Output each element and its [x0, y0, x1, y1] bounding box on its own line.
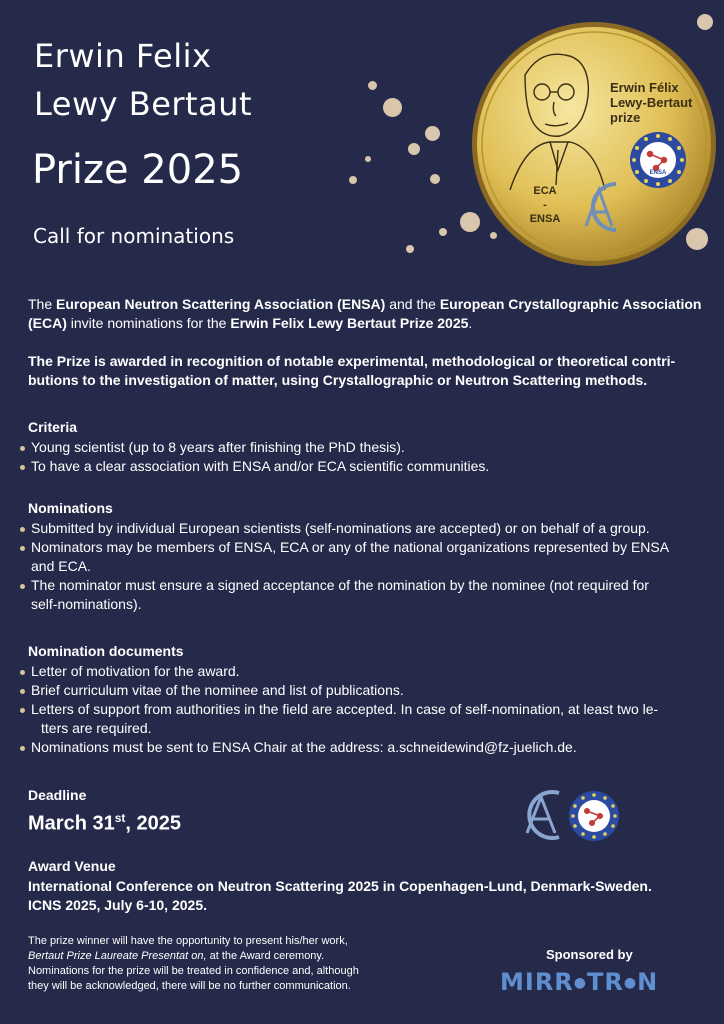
dot-icon — [365, 156, 371, 162]
title-line-1: Erwin Felix — [34, 37, 212, 75]
prize-description-line: The Prize is awarded in recognition of notable experimental, methodological or theoretical contri- — [28, 353, 676, 369]
title-line-3: Prize 2025 — [32, 147, 244, 193]
mirrotron-text: TR — [587, 968, 624, 996]
list-item-line: The nominator must ensure a signed acceptance of the nomination by the nominee (not required for — [31, 577, 649, 593]
list-item — [20, 538, 715, 576]
list-item: Brief curriculum vitae of the nominee and list of publications. — [20, 681, 715, 700]
list-item: To have a clear association with ENSA and/or ECA scientific communities. — [20, 457, 710, 476]
documents-heading: Nomination documents — [28, 643, 184, 659]
criteria-list — [20, 438, 710, 476]
medal-eca-line: ENSA — [529, 213, 561, 225]
footnote-text: at the Award ceremony. — [206, 950, 325, 962]
list-item — [20, 576, 715, 614]
list-item: Submitted by individual European scientists (self-nominations are accepted) or on behalf of a group. — [20, 519, 715, 538]
deadline-date — [28, 811, 181, 836]
mirrotron-text: MIRR — [500, 968, 574, 996]
intro-text: . — [468, 315, 473, 331]
intro-text: and the — [385, 296, 440, 312]
dot-icon — [349, 176, 357, 184]
footnote-italic: Bertaut Prize Laureate Presentat on, — [28, 950, 207, 962]
prize-description — [28, 352, 718, 390]
list-item-line: Letters of support from authorities in the field are accepted. In case of self-nomination, at least two le- — [31, 701, 659, 717]
nominations-heading: Nominations — [28, 500, 113, 516]
list-item: Letter of motivation for the award. — [20, 662, 715, 681]
ensa-logo-icon — [568, 790, 620, 842]
title-line-2: Lewy Bertaut — [34, 85, 253, 123]
footnote-line: The prize winner will have the opportunity to present his/her work, — [28, 935, 348, 947]
prize-description-line: butions to the investigation of matter, using Crystallographic or Neutron Scattering methods. — [28, 372, 648, 388]
email-link[interactable]: a.schneidewind@fz-juelich.de. — [387, 739, 577, 755]
page-subtitle: Call for nominations — [33, 224, 235, 248]
dot-icon — [406, 245, 414, 253]
intro-text: invite nominations for the — [66, 315, 231, 331]
venue-line: ICNS 2025, July 6-10, 2025. — [28, 897, 207, 913]
deadline-date-main: March 31 — [28, 812, 115, 835]
list-item-line: and ECA. — [31, 558, 91, 574]
medal-eca-line: ECA — [533, 185, 557, 197]
deadline-date-suffix: st — [114, 811, 126, 825]
mirrotron-dot-icon: ● — [573, 975, 587, 991]
sponsor-label: Sponsored by — [546, 947, 633, 962]
medal-name-text — [610, 80, 692, 125]
dot-icon — [425, 126, 440, 141]
eca-logo-icon — [574, 178, 624, 236]
medal-eca-text — [525, 184, 565, 226]
medal-eca-line: - — [543, 199, 547, 211]
footnote-line: Nominations for the prize will be treated in confidence and, although — [28, 965, 359, 977]
list-item — [20, 700, 715, 738]
venue-line: International Conference on Neutron Scattering 2025 in Copenhagen-Lund, Denmark-Sweden. — [28, 878, 652, 894]
list-item: Young scientist (up to 8 years after finishing the PhD thesis). — [20, 438, 710, 457]
mirrotron-logo — [500, 968, 658, 996]
ensa-badge-label: ENSA — [649, 170, 667, 176]
list-item-line: Nominators may be members of ENSA, ECA or any of the national organizations represented by ENSA — [31, 539, 670, 555]
intro-paragraph — [28, 295, 708, 333]
documents-list — [20, 662, 715, 757]
deadline-heading: Deadline — [28, 787, 87, 803]
intro-line-2 — [28, 314, 708, 333]
dot-icon — [368, 81, 377, 90]
list-item — [20, 738, 715, 757]
medal-name-line: Erwin Félix — [610, 80, 679, 95]
ensa-badge-icon — [628, 130, 688, 190]
nominations-list — [20, 519, 715, 614]
intro-text: The — [28, 296, 57, 312]
medal-name-line: Lewy-Bertaut — [610, 95, 693, 110]
footnote-line — [28, 949, 458, 964]
footnote-line: they will be acknowledged, there will be no further communication. — [28, 980, 351, 992]
intro-line-1 — [28, 295, 708, 314]
venue-details — [28, 877, 718, 915]
dot-icon — [430, 174, 440, 184]
footnote — [28, 934, 458, 994]
eca-name: European Crystallographic Association — [439, 296, 702, 312]
dot-icon — [408, 143, 420, 155]
eca-logo-icon — [515, 787, 567, 843]
list-item-text: Nominations must be sent to ENSA Chair at the address: — [31, 739, 388, 755]
criteria-heading: Criteria — [28, 419, 78, 435]
prize-medal — [470, 20, 718, 268]
venue-heading: Award Venue — [28, 858, 116, 874]
list-item-line: self-nominations). — [31, 596, 142, 612]
deadline-date-year: , 2025 — [125, 812, 181, 835]
list-item-line: tters are required. — [41, 720, 152, 736]
dot-icon — [439, 228, 447, 236]
ensa-name: European Neutron Scattering Association (ENSA) — [56, 296, 386, 312]
mirrotron-text: N — [637, 968, 659, 996]
dot-icon — [383, 98, 402, 117]
eca-abbrev: (ECA) — [28, 315, 67, 331]
mirrotron-dot-icon: ● — [623, 975, 638, 991]
prize-name: Erwin Felix Lewy Bertaut Prize 2025 — [230, 315, 469, 331]
medal-name-line: prize — [610, 110, 641, 125]
